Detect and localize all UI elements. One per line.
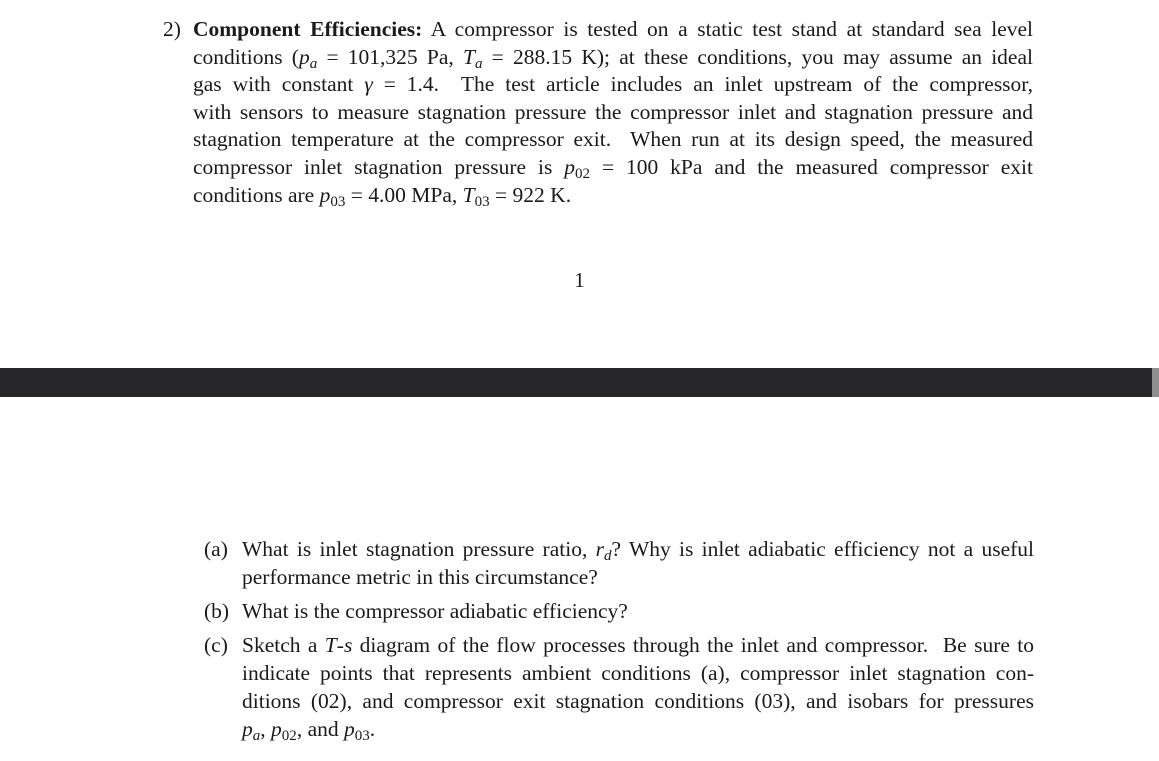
part-a-line-2: performance metric in this circumstance? bbox=[242, 565, 598, 589]
value-Ta: 288.15 K bbox=[513, 44, 597, 69]
part-label: (a) bbox=[204, 537, 228, 561]
part-label: (c) bbox=[204, 633, 228, 657]
value-gamma: 1.4 bbox=[406, 72, 434, 97]
problem-line-4: with sensors to measure stagnation pressure the compressor inlet and stagnation pressure and bbox=[193, 99, 1033, 124]
problem-line-2: conditions ($p_a = 101,325$ Pa, $T_a = 288.15$ K); at these conditions, you may assume an ideal bbox=[193, 44, 1033, 72]
part-label: (b) bbox=[204, 599, 230, 623]
value-p03: 4.00 MPa bbox=[368, 182, 452, 207]
scrollbar-thumb[interactable] bbox=[1152, 368, 1159, 397]
problem-line-5: stagnation temperature at the compressor exit. When run at its design speed, the measured bbox=[193, 127, 1033, 152]
value-T03: 922 K bbox=[512, 182, 566, 207]
part-b-text: What is the compressor adiabatic efficiency? bbox=[242, 599, 628, 623]
problem-line-6: compressor inlet stagnation pressure is $p_{02} = 100$ kPa and the measured compressor exit bbox=[193, 154, 1033, 182]
value-p02: 100 kPa bbox=[625, 154, 703, 179]
value-pa: 101,325 Pa bbox=[347, 44, 449, 69]
page-separator bbox=[0, 368, 1152, 397]
part-c-line-2: indicate points that represents ambient conditions (a), compressor inlet stagnation con- bbox=[242, 661, 1034, 685]
problem-line-3: gas with constant γ = 1.4. The test article includes an inlet upstream of the compressor, bbox=[193, 72, 1033, 97]
part-b bbox=[204, 597, 1034, 625]
problem-line-1: Component Efficiencies: A compressor is tested on a static test stand at standard sea level bbox=[193, 17, 1034, 41]
document-page-1 bbox=[0, 0, 1159, 368]
problem-title: Component Efficiencies: bbox=[193, 17, 423, 41]
part-c-line-4: $p_a$, $p_{02}$, and $p_{03}$. bbox=[242, 717, 376, 744]
part-c bbox=[204, 631, 1034, 743]
problem-statement bbox=[163, 16, 1033, 209]
part-c-line-3: ditions (02), and compressor exit stagnation conditions (03), and isobars for pressures bbox=[242, 689, 1034, 713]
problem-2 bbox=[163, 16, 1033, 209]
part-a-line-1: What is inlet stagnation pressure ratio, $r_d$? Why is inlet adiabatic efficiency not a useful bbox=[242, 537, 1034, 564]
page-number: 1 bbox=[574, 268, 585, 292]
question-parts bbox=[204, 535, 1034, 749]
problem-number: 2) bbox=[163, 17, 181, 41]
part-a bbox=[204, 535, 1034, 591]
part-c-line-1: Sketch a T-s diagram of the flow processes through the inlet and compressor. Be sure to bbox=[242, 633, 1034, 657]
problem-line-7: conditions are $p_{03} = 4.00$ MPa, $T_{03} = 922$ K. bbox=[193, 182, 572, 210]
